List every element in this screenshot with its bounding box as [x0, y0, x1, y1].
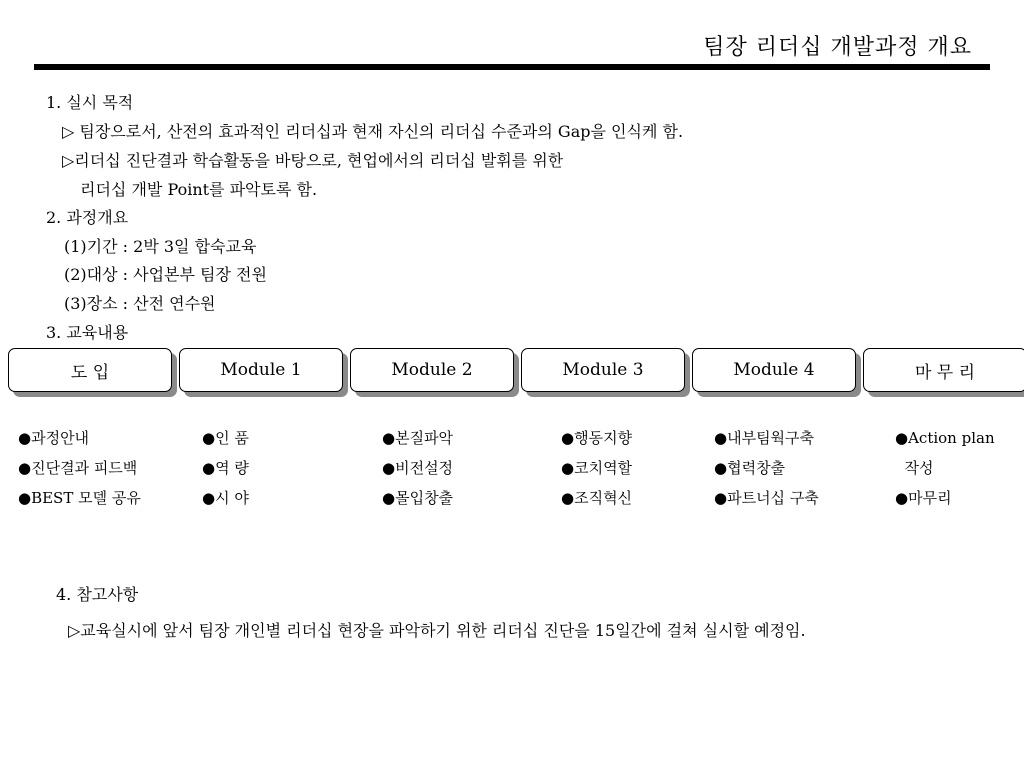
bullet-item: ●코치역할: [561, 459, 633, 477]
module-label: Module 2: [350, 348, 514, 392]
bullet-column-module-4: [714, 428, 819, 518]
module-label: Module 3: [521, 348, 685, 392]
reference-note: ▷교육실시에 앞서 팀장 개인별 리더십 현장을 파악하기 위한 리더십 진단을 15일간에 걸쳐 실시할 예정임.: [68, 621, 806, 640]
bullet-item: ●Action plan: [895, 429, 995, 447]
module-box-2: [350, 348, 514, 392]
page-title: 팀장 리더십 개발과정 개요: [703, 35, 972, 60]
bullet-item: ●마무리: [895, 489, 952, 507]
section-3-heading: 3. 교육내용: [46, 323, 129, 342]
bullet-item: ●본질파악: [382, 429, 454, 447]
bullet-item: ●역 량: [202, 459, 249, 477]
module-box-3: [521, 348, 685, 392]
bullet-column-module-1: [202, 428, 249, 518]
title-rule: [34, 64, 990, 70]
module-flow: [8, 348, 1020, 402]
bullet-item: ●과정안내: [18, 429, 90, 447]
bullet-item: ●행동지향: [561, 429, 633, 447]
bullet-item: ●진단결과 피드백: [18, 459, 138, 477]
overview-place: (3)장소 : 산전 연수원: [64, 294, 216, 313]
bullet-item: ●인 품: [202, 429, 249, 447]
module-label: 마 무 리: [863, 348, 1024, 392]
bullet-column-module-2: [382, 428, 453, 518]
bullet-item: ●조직혁신: [561, 489, 633, 507]
module-label: Module 4: [692, 348, 856, 392]
section-4-heading: 4. 참고사항: [56, 585, 139, 604]
purpose-line-2: ▷리더십 진단결과 학습활동을 바탕으로, 현업에서의 리더십 발휘를 위한: [62, 151, 564, 170]
overview-period: (1)기간 : 2박 3일 합숙교육: [64, 237, 257, 256]
bullet-item: ●협력창출: [714, 459, 786, 477]
module-box-intro: [8, 348, 172, 392]
bullet-item: ●내부팀웍구축: [714, 429, 815, 447]
bullet-item: ●몰입창출: [382, 489, 454, 507]
bullet-item: ●시 야: [202, 489, 249, 507]
overview-target: (2)대상 : 사업본부 팀장 전원: [64, 265, 267, 284]
section-1-heading: 1. 실시 목적: [46, 93, 134, 112]
module-label: Module 1: [179, 348, 343, 392]
bullet-column-intro: [18, 428, 141, 518]
bullet-item: ●비전설정: [382, 459, 454, 477]
bullet-item: 작성: [895, 459, 934, 477]
bullet-item: ●파트너십 구축: [714, 489, 819, 507]
purpose-line-3: 리더십 개발 Point를 파악토록 함.: [80, 180, 318, 199]
bullet-column-module-3: [561, 428, 632, 518]
section-2-heading: 2. 과정개요: [46, 208, 129, 227]
module-box-1: [179, 348, 343, 392]
module-box-4: [692, 348, 856, 392]
bullet-column-closing: [895, 428, 995, 518]
module-label: 도 입: [8, 348, 172, 392]
module-box-closing: [863, 348, 1024, 392]
purpose-line-1: ▷ 팀장으로서, 산전의 효과적인 리더십과 현재 자신의 리더십 수준과의 Gap을 인식케 함.: [62, 122, 684, 141]
bullet-item: ●BEST 모델 공유: [18, 489, 141, 507]
